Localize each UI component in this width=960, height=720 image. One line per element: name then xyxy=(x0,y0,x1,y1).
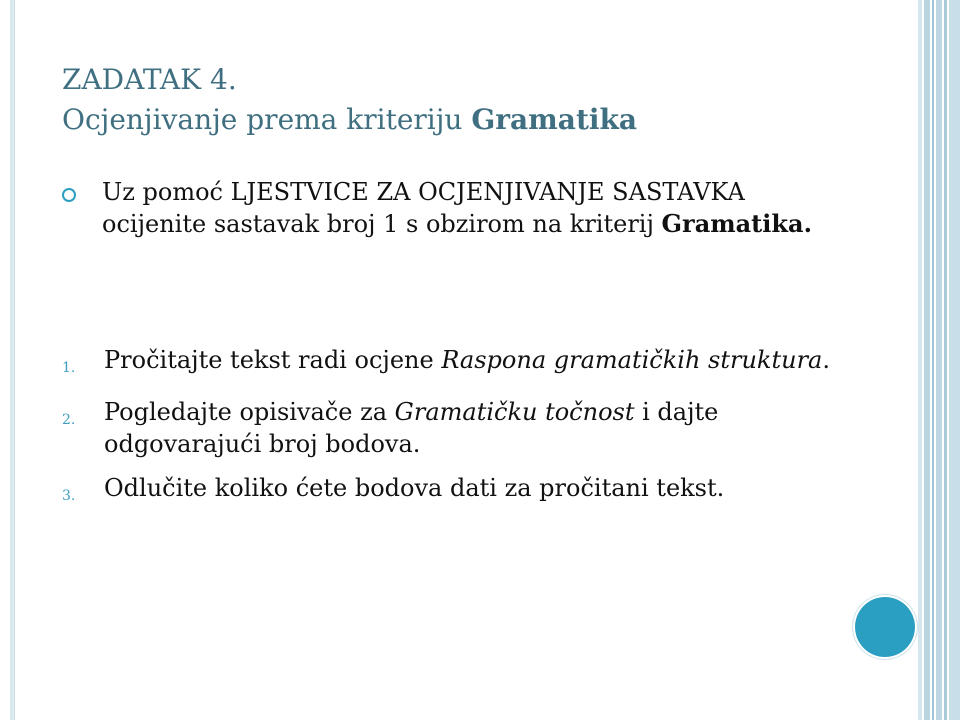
title-line-2-prefix: Ocjenjivanje prema kriteriju xyxy=(62,103,472,136)
bullet-text xyxy=(102,176,852,240)
left-border-decoration xyxy=(0,0,15,720)
list-number: 2. xyxy=(62,412,76,428)
numbered-list xyxy=(62,344,852,524)
right-stripe-decoration xyxy=(924,0,930,720)
step-text-a: Odlučite koliko ćete bodova dati za pročitani tekst. xyxy=(104,474,725,502)
bullet-part-2: LJESTVICE ZA OCJENJIVANJE SASTAVKA xyxy=(230,178,745,206)
step-text-italic: Gramatičku točnost xyxy=(394,398,635,426)
list-item-text xyxy=(104,396,852,460)
title-line-2 xyxy=(62,100,882,140)
right-stripe-decoration xyxy=(936,0,942,720)
bullet-part-3: ocijenite sastavak broj 1 s obzirom na kriterij xyxy=(102,210,662,238)
step-text-a: Pogledajte opisivače za xyxy=(104,398,395,426)
bullet-part-1: Uz pomoć xyxy=(102,178,231,206)
list-item xyxy=(62,396,852,460)
right-stripe-decoration xyxy=(949,0,960,720)
list-item-text xyxy=(104,344,830,384)
right-stripe-decoration xyxy=(944,0,947,720)
list-number: 1. xyxy=(62,360,76,376)
title-line-2-bold: Gramatika xyxy=(471,103,638,136)
bullet-part-4-bold: Gramatika. xyxy=(661,209,812,238)
step-text-b: . xyxy=(822,346,830,374)
right-stripe-decoration xyxy=(932,0,934,720)
step-text-italic: Raspona gramatičkih struktura xyxy=(441,346,823,374)
right-stripe-decoration xyxy=(918,0,922,720)
title-line-1: ZADATAK 4. xyxy=(62,63,237,96)
decorative-circle xyxy=(855,597,915,657)
list-item-text xyxy=(104,472,724,512)
list-number: 3. xyxy=(62,488,76,504)
bullet-item xyxy=(62,176,852,240)
step-text-a: Pročitajte tekst radi ocjene xyxy=(104,346,442,374)
step-text-b: i dajte odgovarajući broj bodova. xyxy=(104,398,719,458)
list-item xyxy=(62,344,852,384)
list-item xyxy=(62,472,852,512)
slide-title xyxy=(62,60,882,140)
bullet-ring-icon xyxy=(62,188,76,202)
